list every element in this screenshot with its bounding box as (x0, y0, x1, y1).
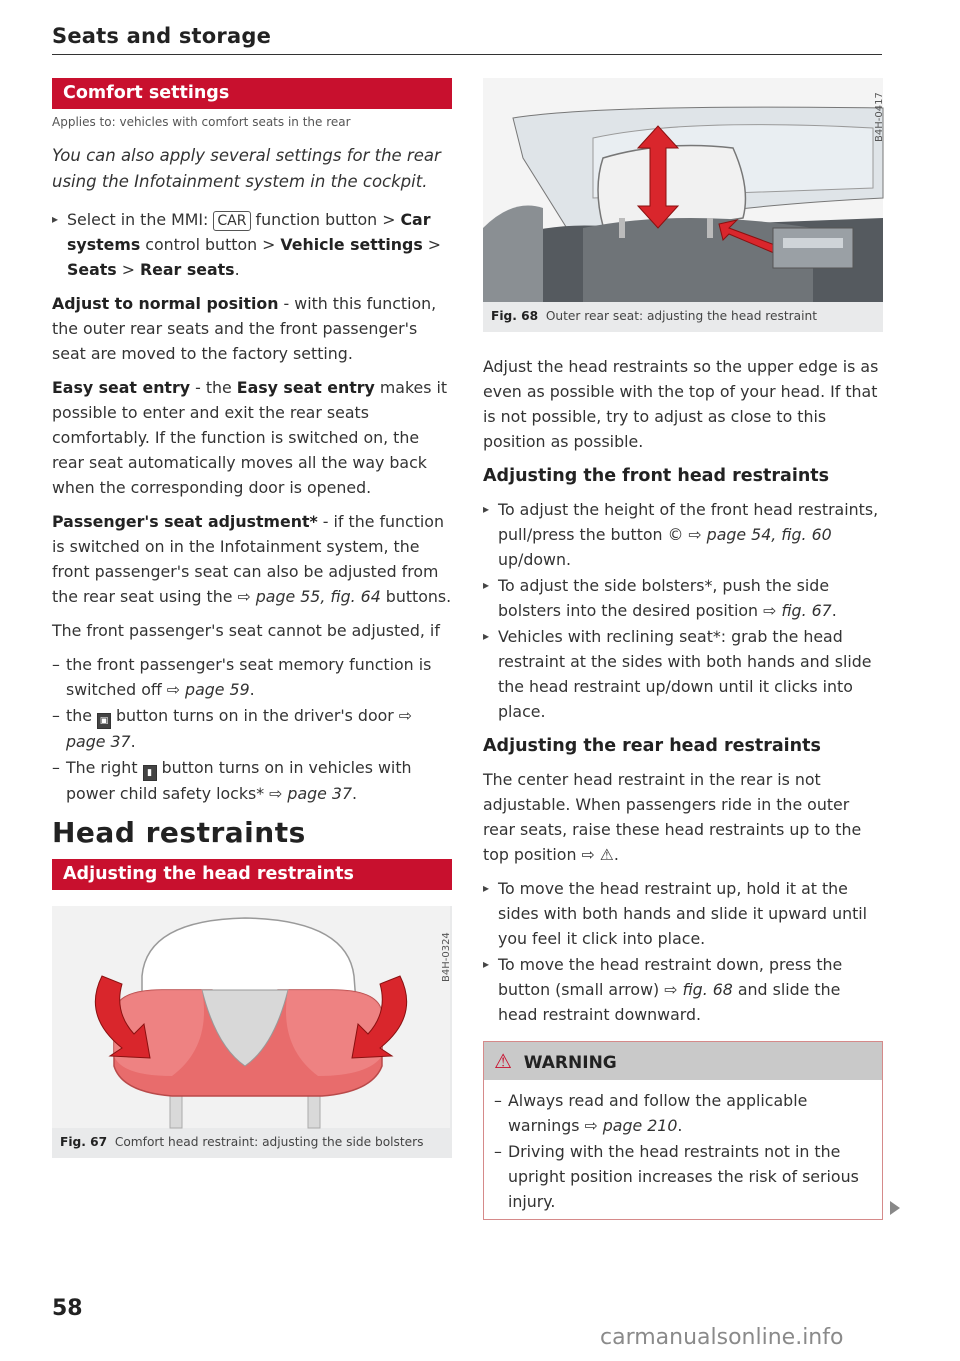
continued-arrow-icon (890, 1201, 900, 1215)
condition-item: – the ▣ button turns on in the driver's door ⇨ page 37. (52, 703, 452, 754)
header-divider (52, 54, 882, 55)
head-restraints-title: Head restraints (52, 816, 306, 849)
figure-68-image (483, 78, 883, 302)
figure-67-image (52, 906, 452, 1128)
fig-67-link[interactable]: ⇨ fig. 67 (763, 601, 832, 620)
rear-step: ▸ To move the head restraint down, press the button (small arrow) ⇨ fig. 68 and slide the head restraint downward. (483, 952, 883, 1027)
page-37-link[interactable]: ⇨ page 37 (269, 784, 353, 803)
button-c-icon: © (667, 525, 684, 544)
normal-position-paragraph: Adjust to normal position - with this function, the outer rear seats and the front passenger's seat are moved to the factory setting. (52, 294, 437, 363)
figure-68 (483, 78, 883, 332)
figure-68-code: B4H-0417 (874, 92, 885, 142)
restraint-intro: Adjust the head restraints so the upper edge is as even as possible with the top of your head. If that is not possible, try to adjust as close to this position as possible. (483, 357, 879, 451)
watermark: carmanualsonline.info (600, 1325, 844, 1350)
page-number: 58 (52, 1296, 83, 1321)
warning-header: ⚠ WARNING (484, 1042, 882, 1080)
child-lock-button-icon: ▮ (143, 765, 157, 781)
rear-step: ▸ To move the head restraint up, hold it at the sides with both hands and slide it upward until you feel it click into place. (483, 876, 883, 951)
page-54-link[interactable]: ⇨ page 54, fig. 60 (683, 525, 832, 544)
condition-item: – the front passenger's seat memory function is switched off ⇨ page 59. (52, 652, 452, 702)
section-header: Seats and storage (52, 24, 272, 48)
lock-button-icon: ▣ (97, 713, 111, 729)
adjusting-head-restraints-heading: Adjusting the head restraints (52, 859, 452, 890)
warning-body (484, 1080, 882, 1219)
figure-67-caption: Fig. 67 Comfort head restraint: adjusting the side bolsters (60, 1135, 424, 1149)
mmi-select-step: ▸ Select in the MMI: CAR function button > Car systems control button > Vehicle settings > Seats > Rear seats. (52, 207, 452, 282)
front-step: ▸ To adjust the height of the front head restraints, pull/press the button © ⇨ page 54, fig. 60 up/down. (483, 497, 883, 572)
warning-item: – Driving with the head restraints not in the upright position increases the risk of serious injury. (494, 1139, 872, 1214)
page-37-link[interactable]: ⇨ page 37 (66, 706, 413, 751)
figure-67 (52, 906, 452, 1158)
front-restraints-heading: Adjusting the front head restraints (483, 466, 830, 486)
warning-icon: ⚠ (494, 1049, 512, 1073)
comfort-settings-heading: Comfort settings (52, 78, 452, 109)
figure-68-caption: Fig. 68 Outer rear seat: adjusting the head restraint (491, 309, 818, 323)
warning-link[interactable]: ⇨ ⚠ (581, 845, 614, 864)
warning-box (483, 1041, 883, 1220)
easy-entry-paragraph: Easy seat entry - the Easy seat entry makes it possible to enter and exit the rear seats comfortably. If the function is switched on, the rear seat automatically moves all the way back when the corresponding door is opened. (52, 378, 448, 497)
warning-item: – Always read and follow the applicable warnings ⇨ page 210. (494, 1088, 872, 1138)
rear-restraints-heading: Adjusting the rear head restraints (483, 736, 821, 756)
page-210-link[interactable]: ⇨ page 210 (584, 1116, 678, 1135)
front-step: ▸ To adjust the side bolsters*, push the side bolsters into the desired position ⇨ fig. 67. (483, 573, 883, 623)
rear-headrest-illustration (483, 78, 883, 302)
applies-to-note: Applies to: vehicles with comfort seats in the rear (52, 115, 351, 129)
left-column (52, 78, 452, 1158)
front-step: ▸ Vehicles with reclining seat*: grab the head restraint at the sides with both hands and slide the head restraint up/down until it clicks into place. (483, 624, 883, 724)
side-bolsters-illustration (52, 906, 450, 1128)
right-column (483, 78, 883, 1220)
fig-68-link[interactable]: ⇨ fig. 68 (664, 980, 733, 999)
comfort-intro: You can also apply several settings for the rear using the Infotainment system in the cockpit. (52, 146, 441, 191)
page-59-link[interactable]: ⇨ page 59 (166, 680, 250, 699)
rear-restraints-paragraph: The center head restraint in the rear is not adjustable. When passengers ride in the outer rear seats, raise these head restraints up to the top position ⇨ ⚠. (483, 770, 862, 864)
passenger-adjust-paragraph: Passenger's seat adjustment* - if the function is switched on in the Infotainment system, the front passenger's seat can also be adjusted from the rear seat using the ⇨ page 55, fig. 64 buttons. (52, 512, 452, 606)
figure-67-code: B4H-0324 (441, 932, 452, 982)
condition-item: – The right ▮ button turns on in vehicles with power child safety locks* ⇨ page 37. (52, 755, 452, 806)
page-55-link[interactable]: ⇨ page 55, fig. 64 (237, 587, 381, 606)
cannot-adjust-paragraph: The front passenger's seat cannot be adjusted, if (52, 621, 440, 640)
car-key-icon: CAR (213, 211, 250, 231)
